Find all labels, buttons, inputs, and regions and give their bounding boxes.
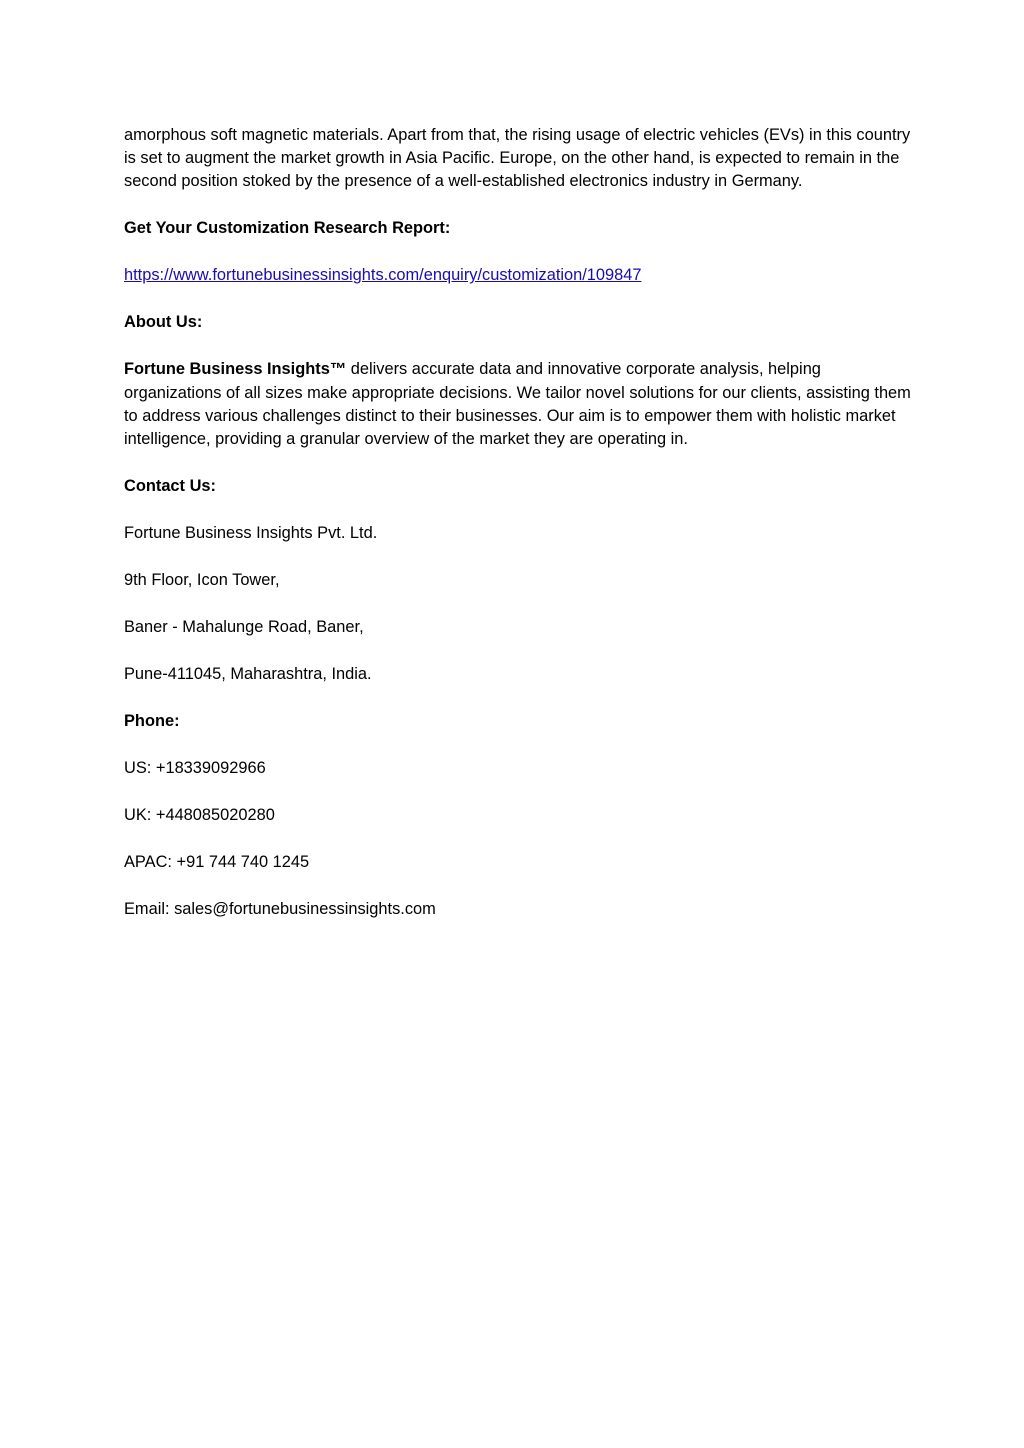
about-paragraph	[124, 358, 914, 451]
phone-apac: APAC: +91 744 740 1245	[124, 853, 310, 872]
address-line-3: Pune-411045, Maharashtra, India.	[124, 665, 372, 684]
phone-us: US: +18339092966	[124, 759, 266, 778]
address-line-2: Baner - Mahalunge Road, Baner,	[124, 618, 364, 637]
address-line-1: 9th Floor, Icon Tower,	[124, 571, 280, 590]
document-page	[124, 124, 914, 945]
company-name-bold: Fortune Business Insights™	[124, 360, 347, 379]
customization-link[interactable]: https://www.fortunebusinessinsights.com/enquiry/customization/109847	[124, 266, 642, 285]
email-line: Email: sales@fortunebusinessinsights.com	[124, 900, 436, 919]
contact-heading: Contact Us:	[124, 477, 216, 496]
about-heading: About Us:	[124, 313, 203, 332]
about-body: delivers accurate data and innovative corporate analysis, helping organizations of all sizes make appropriate decisions. We tailor novel solutions for our clients, assisting them to address various challenges distinct to their businesses. Our aim is to empower them with holistic market intelligence, providing a granular overview of the market they are operating in.	[124, 360, 911, 449]
phone-uk: UK: +448085020280	[124, 806, 275, 825]
contact-company: Fortune Business Insights Pvt. Ltd.	[124, 524, 378, 543]
intro-paragraph: amorphous soft magnetic materials. Apart from that, the rising usage of electric vehicles (EVs) in this country is set to augment the market growth in Asia Pacific. Europe, on the other hand, is expected to remain in the second position stoked by the presence of a well-established electronics industry in Germany.	[124, 126, 911, 191]
customization-heading: Get Your Customization Research Report:	[124, 219, 451, 238]
phone-heading: Phone:	[124, 712, 180, 731]
